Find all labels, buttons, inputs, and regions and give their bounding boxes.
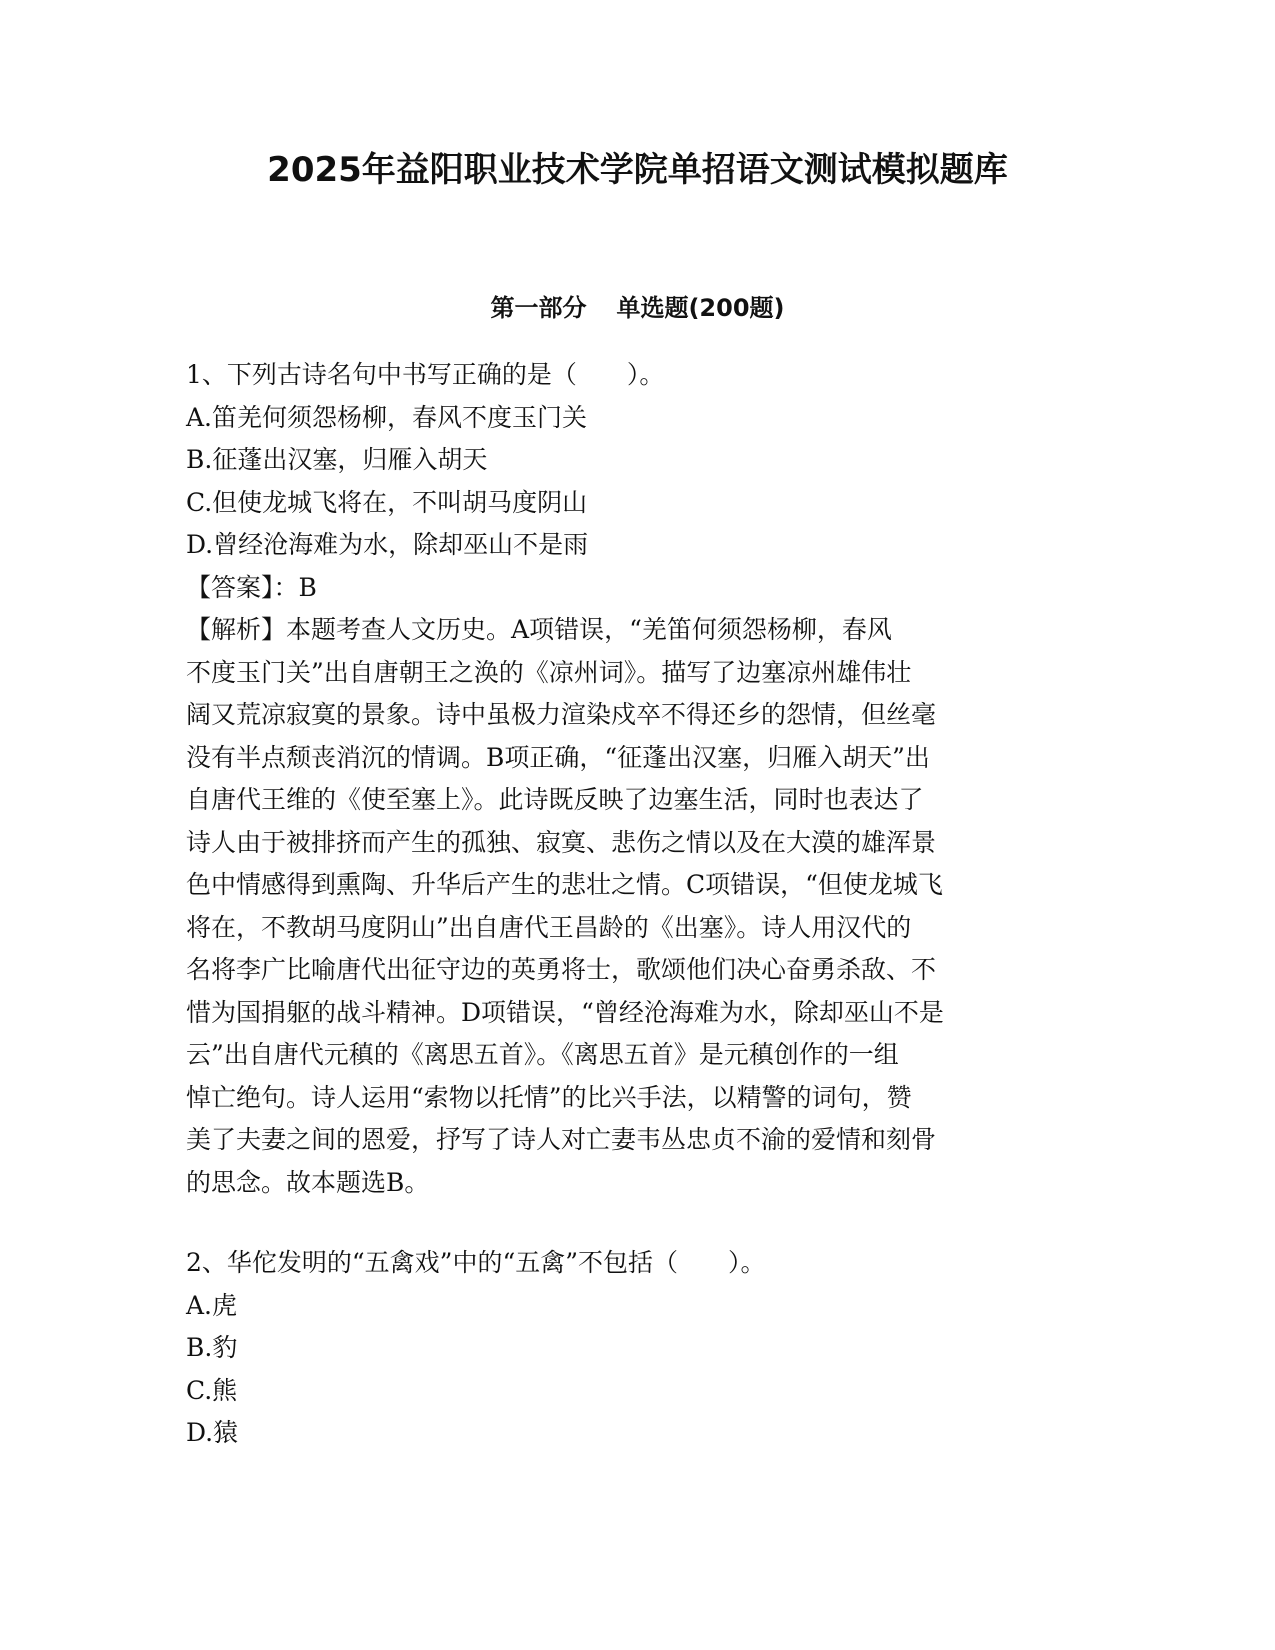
question-1 [186, 354, 1086, 1204]
question-1-answer [186, 567, 1086, 610]
section-title: 第一部分 [490, 294, 587, 322]
question-2-stem: 2、华佗发明的“五禽戏”中的“五禽”不包括（ ）。 [186, 1248, 766, 1277]
question-2-option-c: C.熊 [186, 1375, 238, 1405]
analysis-text-line: 自唐代王维的《使至塞上》。此诗既反映了边塞生活，同时也表达了 [186, 785, 924, 814]
analysis-label: 【解析】 [186, 615, 287, 644]
answer-value: B [298, 572, 317, 602]
analysis-text-line: 惜为国捐躯的战斗精神。D项错误，“曾经沧海难为水，除却巫山不是 [186, 997, 944, 1027]
question-2-option-b: B.豹 [186, 1333, 238, 1362]
analysis-text-line: 不度玉门关”出自唐朝王之涣的《凉州词》。描写了边塞凉州雄伟壮 [186, 657, 912, 687]
section-heading [0, 290, 1275, 326]
answer-label: 【答案】： [186, 572, 299, 602]
question-1-stem: 1、下列古诗名句中书写正确的是（ ）。 [186, 360, 665, 389]
question-1-option-b: B.征蓬出汉塞，归雁入胡天 [186, 445, 488, 474]
analysis-text-line: 将在，不教胡马度阴山”出自唐代王昌龄的《出塞》。诗人用汉代的 [186, 912, 912, 942]
analysis-text-line: 悼亡绝句。诗人运用“索物以托情”的比兴手法，以精警的词句，赞 [186, 1082, 912, 1112]
analysis-text-line: 没有半点颓丧消沉的情调。B项正确，“征蓬出汉塞，归雁入胡天”出 [186, 742, 930, 772]
analysis-text-line: 的思念。故本题选B。 [186, 1167, 430, 1197]
analysis-text-line: 名将李广比喻唐代出征守边的英勇将士，歌颂他们决心奋勇杀敌、不 [186, 955, 937, 984]
question-2 [186, 1242, 1086, 1455]
question-1-analysis [186, 609, 1086, 1204]
question-2-option-a: A.虎 [186, 1290, 238, 1320]
analysis-text-line: 云”出自唐代元稹的《离思五首》。《离思五首》是元稹创作的一组 [186, 1040, 899, 1069]
question-1-option-d: D.曾经沧海难为水，除却巫山不是雨 [186, 530, 589, 559]
question-1-option-c: C.但使龙城飞将在，不叫胡马度阴山 [186, 487, 588, 517]
analysis-text-line: 阔又荒凉寂寞的景象。诗中虽极力渲染戍卒不得还乡的怨情，但丝毫 [186, 700, 937, 729]
section-subtitle: 单选题(200题) [616, 294, 785, 322]
analysis-text-line: 美了夫妻之间的恩爱，抒写了诗人对亡妻韦丛忠贞不渝的爱情和刻骨 [186, 1125, 937, 1154]
analysis-text-line: 本题考查人文历史。A项错误，“羌笛何须怨杨柳，春风 [286, 615, 892, 644]
document-title: 2025年益阳职业技术学院单招语文测试模拟题库 [267, 150, 1008, 190]
analysis-line [186, 609, 1086, 652]
analysis-text-line: 色中情感得到熏陶、升华后产生的悲壮之情。C项错误，“但使龙城飞 [186, 870, 943, 899]
question-1-option-a: A.笛羌何须怨杨柳，春风不度玉门关 [186, 402, 588, 432]
analysis-text-line: 诗人由于被排挤而产生的孤独、寂寞、悲伤之情以及在大漠的雄浑景 [186, 827, 937, 857]
question-2-option-d: D.猿 [186, 1418, 239, 1447]
